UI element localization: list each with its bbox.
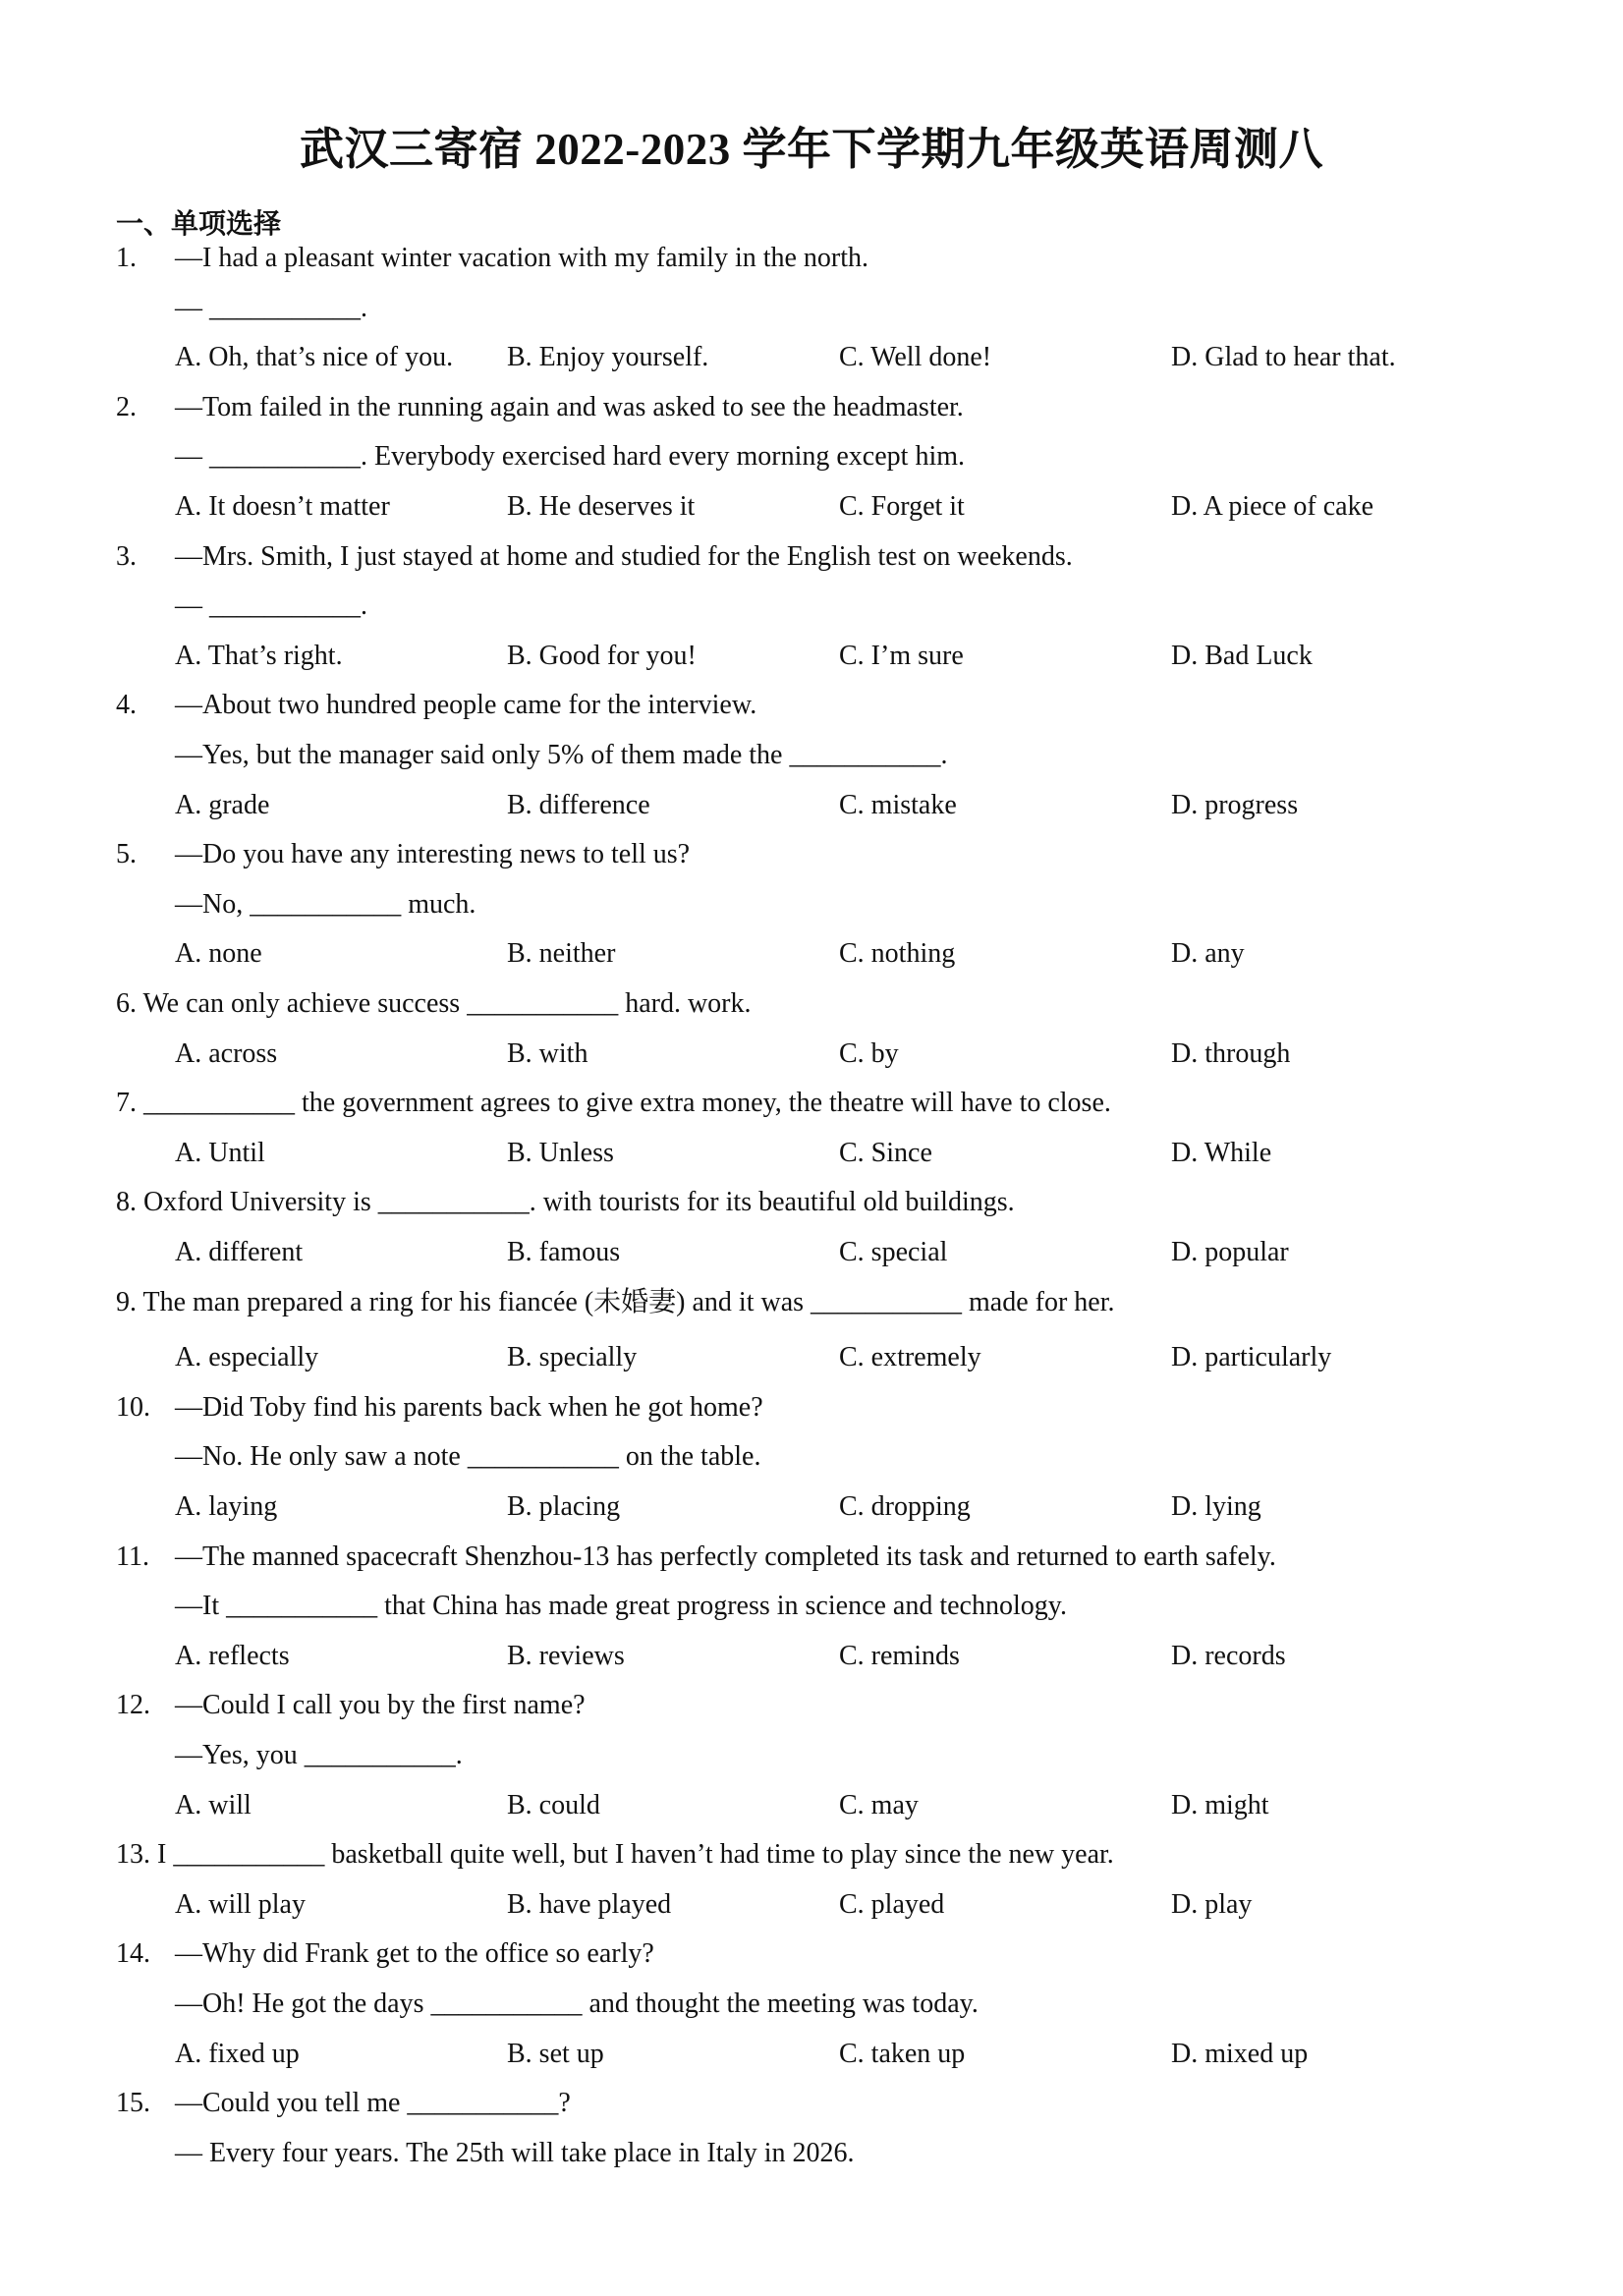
answer-option-a: A. Until [175, 1137, 265, 1168]
answer-option-b: B. He deserves it [507, 491, 696, 522]
question-stem: —Did Toby find his parents back when he got home? [175, 1391, 763, 1423]
question-number: 4. [116, 690, 137, 721]
question-stem: —Why did Frank get to the office so early? [175, 1938, 654, 1970]
question-reply: —No, ___________ much. [175, 888, 476, 920]
answer-option-c: C. Since [839, 1137, 932, 1168]
answer-option-b: B. with [507, 1037, 588, 1069]
answer-option-b: B. famous [507, 1237, 621, 1267]
question-number: 3. [116, 540, 137, 572]
section-heading: 一、单项选择 [116, 209, 282, 240]
answer-option-a: A. grade [175, 789, 270, 820]
answer-option-c: C. reminds [839, 1640, 960, 1671]
question-stem: —The manned spacecraft Shenzhou-13 has perfectly completed its task and returned to earth safely. [175, 1540, 1276, 1572]
question-stem: 7. ___________ the government agrees to give extra money, the theatre will have to close. [116, 1088, 1111, 1119]
question-number: 10. [116, 1391, 150, 1423]
answer-option-d: D. mixed up [1171, 2038, 1309, 2069]
question-number: 12. [116, 1690, 150, 1721]
question-reply: — ___________. [175, 292, 367, 323]
answer-option-b: B. could [507, 1789, 600, 1820]
answer-option-b: B. have played [507, 1888, 672, 1920]
answer-option-a: A. different [175, 1237, 304, 1267]
answer-option-c: C. nothing [839, 938, 956, 970]
answer-option-a: A. Oh, that’s nice of you. [175, 342, 454, 373]
answer-option-c: C. Well done! [839, 342, 992, 373]
question-reply: — ___________. [175, 590, 367, 622]
answer-option-d: D. lying [1171, 1491, 1261, 1522]
answer-option-d: D. popular [1171, 1237, 1289, 1267]
answer-option-d: D. While [1171, 1137, 1272, 1168]
answer-option-c: C. dropping [839, 1491, 971, 1522]
answer-option-d: D. might [1171, 1789, 1269, 1820]
question-stem: —Mrs. Smith, I just stayed at home and studied for the English test on weekends. [175, 540, 1073, 572]
answer-option-d: D. records [1171, 1640, 1286, 1671]
answer-option-b: B. set up [507, 2038, 604, 2069]
answer-option-a: A. reflects [175, 1640, 290, 1671]
question-stem: —Do you have any interesting news to tell us? [175, 839, 691, 870]
question-reply: —Yes, you ___________. [175, 1740, 463, 1770]
answer-option-c: C. special [839, 1237, 948, 1267]
question-stem: 9. The man prepared a ring for his fiancée (未婚妻) and it was ___________ made for her. [116, 1286, 1115, 1317]
question-stem: —Tom failed in the running again and was asked to see the headmaster. [175, 391, 964, 422]
answer-option-a: A. fixed up [175, 2038, 300, 2069]
answer-option-b: B. reviews [507, 1640, 625, 1671]
answer-option-d: D. Bad Luck [1171, 640, 1313, 671]
question-number: 5. [116, 839, 137, 870]
question-stem: 6. We can only achieve success ___________ hard. work. [116, 988, 752, 1019]
question-reply: — Every four years. The 25th will take place in Italy in 2026. [175, 2137, 855, 2168]
question-stem: —Could you tell me ___________? [175, 2088, 571, 2119]
answer-option-a: A. especially [175, 1342, 319, 1373]
answer-option-b: B. placing [507, 1491, 621, 1522]
answer-option-c: C. taken up [839, 2038, 966, 2069]
answer-option-a: A. That’s right. [175, 640, 343, 671]
answer-option-d: D. play [1171, 1888, 1253, 1920]
answer-option-c: C. extremely [839, 1342, 981, 1373]
answer-option-b: B. Unless [507, 1137, 614, 1168]
question-stem: 8. Oxford University is ___________. with tourists for its beautiful old buildings. [116, 1187, 1015, 1218]
question-reply: —It ___________ that China has made great progress in science and technology. [175, 1591, 1067, 1622]
answer-option-d: D. A piece of cake [1171, 491, 1374, 522]
answer-option-c: C. Forget it [839, 491, 965, 522]
answer-option-c: C. mistake [839, 789, 957, 820]
answer-option-b: B. Good for you! [507, 640, 697, 671]
answer-option-c: C. may [839, 1789, 919, 1820]
answer-option-c: C. I’m sure [839, 640, 964, 671]
answer-option-c: C. played [839, 1888, 945, 1920]
answer-option-a: A. laying [175, 1491, 278, 1522]
answer-option-a: A. none [175, 938, 262, 970]
answer-option-d: D. Glad to hear that. [1171, 342, 1396, 373]
question-reply: — ___________. Everybody exercised hard every morning except him. [175, 441, 966, 473]
answer-option-b: B. neither [507, 938, 616, 970]
question-stem: —I had a pleasant winter vacation with my family in the north. [175, 243, 869, 273]
question-number: 11. [116, 1540, 149, 1572]
answer-option-a: A. It doesn’t matter [175, 491, 390, 522]
answer-option-b: B. Enjoy yourself. [507, 342, 709, 373]
answer-option-b: B. specially [507, 1342, 638, 1373]
answer-option-b: B. difference [507, 789, 650, 820]
question-number: 14. [116, 1938, 150, 1970]
answer-option-d: D. any [1171, 938, 1245, 970]
question-stem: —Could I call you by the first name? [175, 1690, 586, 1721]
question-number: 1. [116, 243, 137, 273]
question-number: 2. [116, 391, 137, 422]
question-stem: —About two hundred people came for the interview. [175, 690, 757, 721]
answer-option-a: A. will [175, 1789, 252, 1820]
answer-option-d: D. progress [1171, 789, 1299, 820]
question-reply: —No. He only saw a note ___________ on the table. [175, 1441, 761, 1473]
question-stem: 13. I ___________ basketball quite well, but I haven’t had time to play since the new year. [116, 1839, 1114, 1871]
answer-option-a: A. across [175, 1037, 278, 1069]
question-reply: —Yes, but the manager said only 5% of them made the ___________. [175, 740, 948, 770]
page-title: 武汉三寄宿 2022-2023 学年下学期九年级英语周测八 [300, 125, 1323, 174]
answer-option-d: D. particularly [1171, 1342, 1332, 1373]
question-number: 15. [116, 2088, 150, 2119]
answer-option-c: C. by [839, 1037, 899, 1069]
answer-option-a: A. will play [175, 1888, 306, 1920]
question-reply: —Oh! He got the days ___________ and thought the meeting was today. [175, 1988, 979, 2019]
answer-option-d: D. through [1171, 1037, 1291, 1069]
